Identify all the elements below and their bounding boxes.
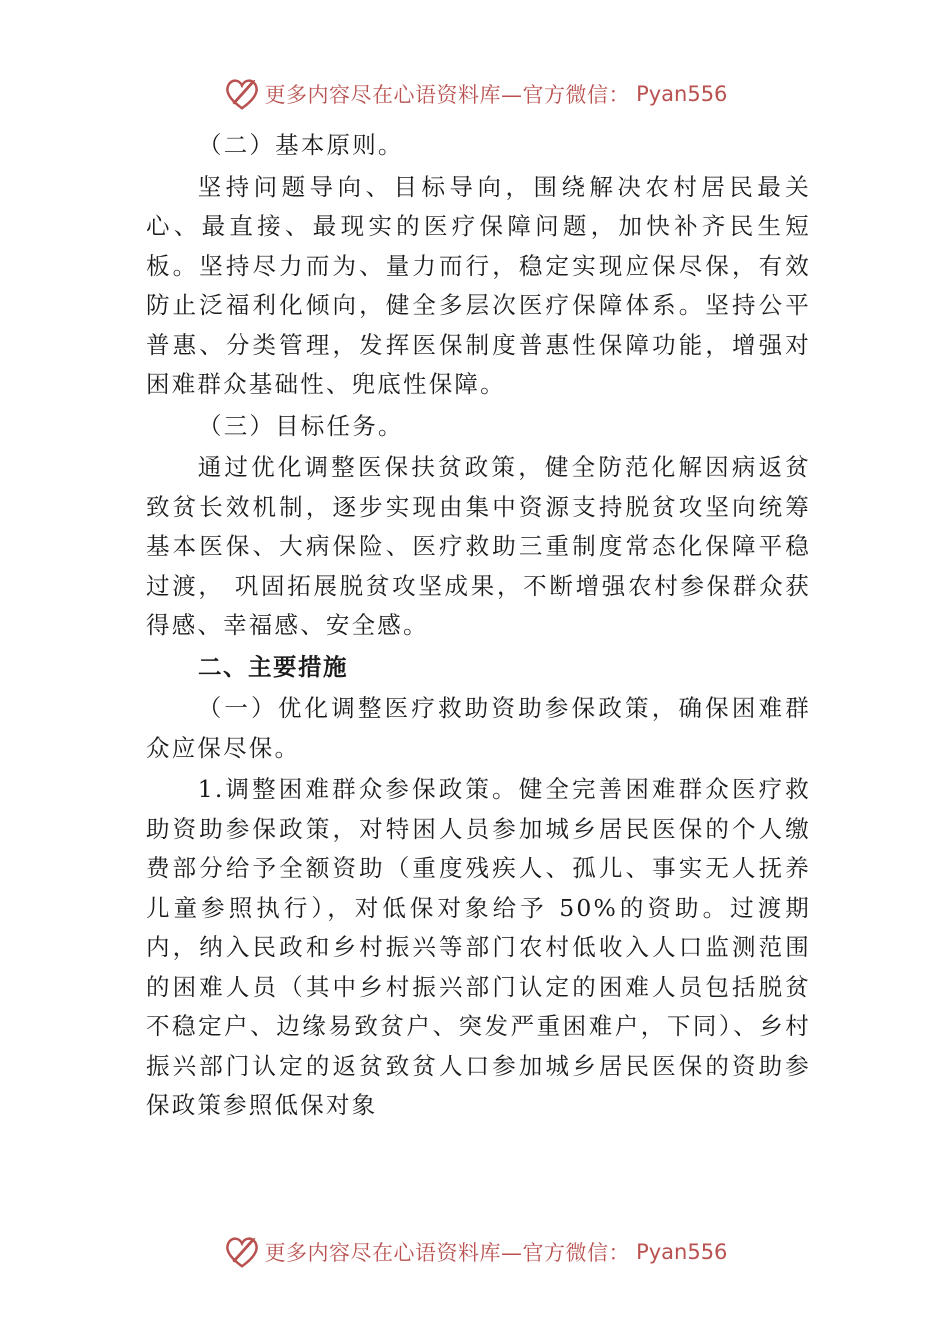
footer-watermark <box>0 1232 950 1272</box>
paragraph-item-1: 1.调整困难群众参保政策。健全完善困难群众医疗救助资助参保政策，对特困人员参加城乡居民医保的个人缴费部分给予全额资助（重度残疾人、孤儿、事实无人抚养儿童参照执行），对低保对象给予 50%的资助。过渡期内，纳入民政和乡村振兴等部门农村低收入人口监测范围的困难人员（其中乡村振兴部门认定的困难人员包括脱贫不稳定户、边缘易致贫户、突发严重困难户，下同）、乡村振兴部门认定的返贫致贫人口参加城乡居民医保的资助参保政策参照低保对象 <box>146 775 811 1119</box>
watermark-text: 更多内容尽在心语资料库—官方微信： <box>264 83 631 107</box>
heart-pen-logo-icon <box>223 75 261 113</box>
paragraph-basic-principles: 坚持问题导向、目标导向，围绕解决农村居民最关心、最直接、最现实的医疗保障问题，加快补齐民生短板。坚持尽力而为、量力而行，稳定实现应保尽保，有效防止泛福利化倾向，健全多层次医疗保障体系。坚持公平普惠、分类管理，发挥医保制度普惠性保障功能，增强对困难群众基础性、兜底性保障。 <box>146 172 811 398</box>
heading-optimize-insurance-policy: （一）优化调整医疗救助资助参保政策，确保困难群众应保尽保。 <box>146 694 811 762</box>
header-watermark <box>0 74 950 114</box>
watermark-handle: Pyan556 <box>636 1240 728 1264</box>
heart-pen-logo-icon <box>223 1233 261 1271</box>
paragraph-target-tasks: 通过优化调整医保扶贫政策，健全防范化解因病返贫致贫长效机制，逐步实现由集中资源支持脱贫攻坚向统筹基本医保、大病保险、医疗救助三重制度常态化保障平稳过渡， 巩固拓展脱贫攻坚成果，不断增强农村参保群众获得感、幸福感、安全感。 <box>146 453 811 639</box>
watermark-handle: Pyan556 <box>636 82 728 106</box>
heading-target-tasks: （三）目标任务。 <box>198 411 404 440</box>
document-body <box>146 126 811 1126</box>
heading-basic-principles: （二）基本原则。 <box>198 131 404 159</box>
heading-main-measures: 二、主要措施 <box>198 652 348 681</box>
watermark-text: 更多内容尽在心语资料库—官方微信： <box>264 1241 631 1265</box>
